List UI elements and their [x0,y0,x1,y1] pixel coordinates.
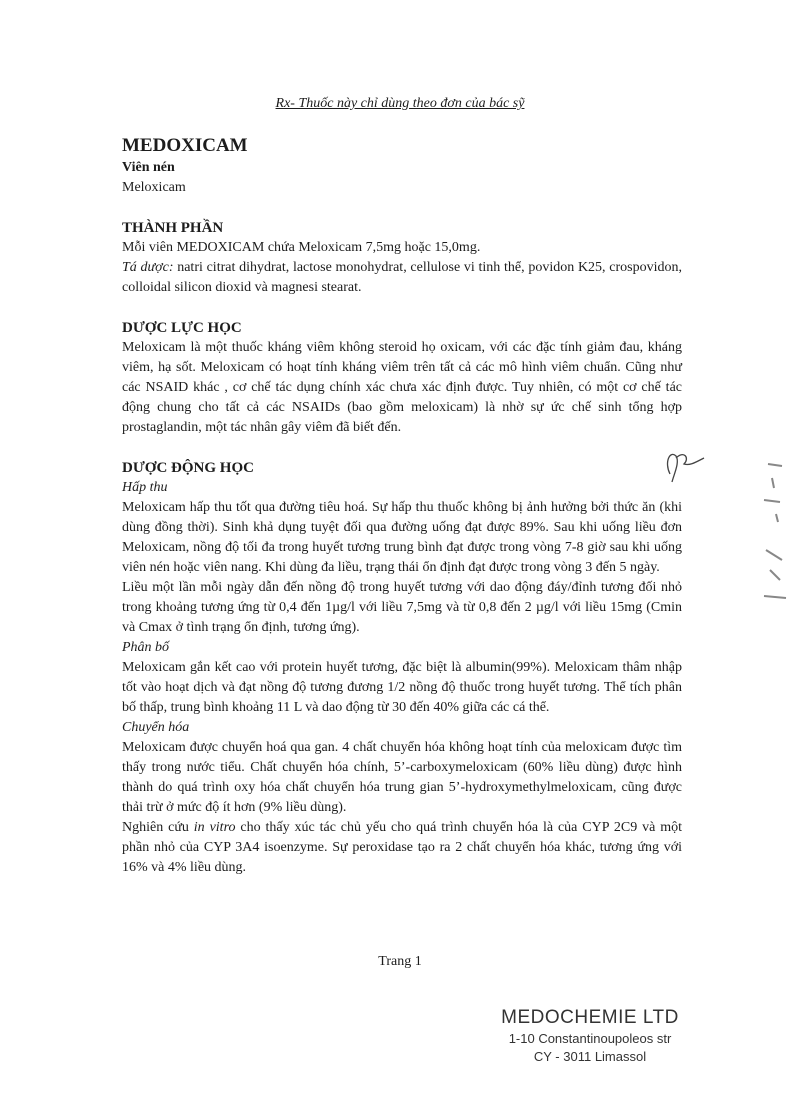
distribution-paragraph: Meloxicam gắn kết cao với protein huyết tương, đặc biệt là albumin(99%). Meloxicam thâm nhập tốt vào hoạt dịch và đạt nồng độ tương đương 1/2 nồng độ thuốc trong huyết tương. Thể tích phân bố thấp, trung bình khoảng 11 L và dao động từ 30 đến 40% giữa các cá thể. [122,660,682,715]
excipients-label: Tá dược: [122,260,174,275]
absorption-paragraph-2: Liều một lần mỗi ngày dẫn đến nồng độ trong huyết tương với dao động đáy/đỉnh tương đối nhỏ trong khoảng tương ứng từ 0,4 đến 1µg/l với liều 7,5mg và từ 0,8 đến 2 µg/l với liều 15mg (Cmin và Cmax ở tình trạng ổn định, tương ứng). [122,580,682,635]
pharmacodynamics-heading: DƯỢC LỰC HỌC [122,320,242,336]
document-body [122,130,682,878]
metabolism-heading: Chuyển hóa [122,720,190,735]
metabolism-p2-start: Nghiên cứu [122,820,194,835]
company-stamp [500,1006,680,1066]
company-address-line-1: 1-10 Constantinoupoleos str [508,1031,672,1046]
pharmacodynamics-paragraph: Meloxicam là một thuốc kháng viêm không steroid họ oxicam, với các đặc tính giảm đau, kháng viêm, hạ sốt. Meloxicam có hoạt tính kháng viêm trên tất cả các mô hình viêm chuẩn. Cũng như các NSAID khác , cơ chế tác dụng chính xác chưa xác định được. Tuy nhiên, có một cơ chế tác động chung cho tất cả các NSAIDs (bao gồm meloxicam) là nhờ sự ức chế sinh tổng hợp prostaglandin, một tác nhân gây viêm đã biết đến. [122,340,682,435]
composition-heading: THÀNH PHẦN [122,220,224,236]
company-name: MEDOCHEMIE LTD [501,1007,679,1028]
pharmacokinetics-heading: DƯỢC ĐỘNG HỌC [122,460,254,476]
metabolism-paragraph-2 [122,818,682,878]
excipients-text: natri citrat dihydrat, lactose monohydrat, cellulose vi tinh thể, povidon K25, crospovidon, colloidal silicon dioxid và magnesi stearat. [122,260,682,295]
product-form: Viên nén [122,160,175,175]
handwritten-initial-icon [660,444,710,484]
page-number: Trang 1 [378,954,422,969]
metabolism-paragraph-1: Meloxicam được chuyển hoá qua gan. 4 chất chuyển hóa không hoạt tính của meloxicam được tìm thấy trong nước tiểu. Chất chuyển hóa chính, 5’-carboxymeloxicam (60% liều dùng) được hình thành do quá trình oxy hóa chất chuyển hóa trung gian 5’-hydroxymethylmeloxicam, cũng được thải trừ ở mức độ ít hơn (9% liều dùng). [122,740,682,815]
absorption-heading: Hấp thu [122,480,168,495]
in-vitro-italic: in vitro [193,820,236,835]
composition-line: Mỗi viên MEDOXICAM chứa Meloxicam 7,5mg hoặc 15,0mg. [122,240,481,255]
composition-excipients [122,258,682,298]
company-address-line-2: CY - 3011 Limassol [533,1049,647,1064]
product-active-ingredient: Meloxicam [122,180,186,195]
scan-edge-marks-icon [760,460,790,610]
distribution-heading: Phân bố [122,640,170,655]
absorption-paragraph-1: Meloxicam hấp thu tốt qua đường tiêu hoá. Sự hấp thu thuốc không bị ảnh hưởng bởi thức ăn (khi dùng đồng thời). Sinh khả dụng tuyệt đối qua đường uống đạt được 89%. Sau khi uống liều đơn Meloxicam, nồng độ tối đa trong huyết tương trung bình đạt được trong vòng 7-8 giờ sau khi uống viên nén hoặc viên nang. Khi dùng đa liều, trạng thái ổn định đạt được trong vòng 3 đến 5 ngày. [122,500,682,575]
product-name: MEDOXICAM [122,135,248,156]
metabolism-p2-end: cho thấy xúc tác chủ yếu cho quá trình chuyển hóa là của CYP 2C9 và một phần nhỏ của CYP 3A4 isoenzyme. Sự peroxidase tạo ra 2 chất chuyển hóa khác, tương ứng với 16% và 4% liều dùng. [122,820,682,875]
prescription-warning-header: Rx- Thuốc này chỉ dùng theo đơn của bác sỹ [275,96,525,111]
